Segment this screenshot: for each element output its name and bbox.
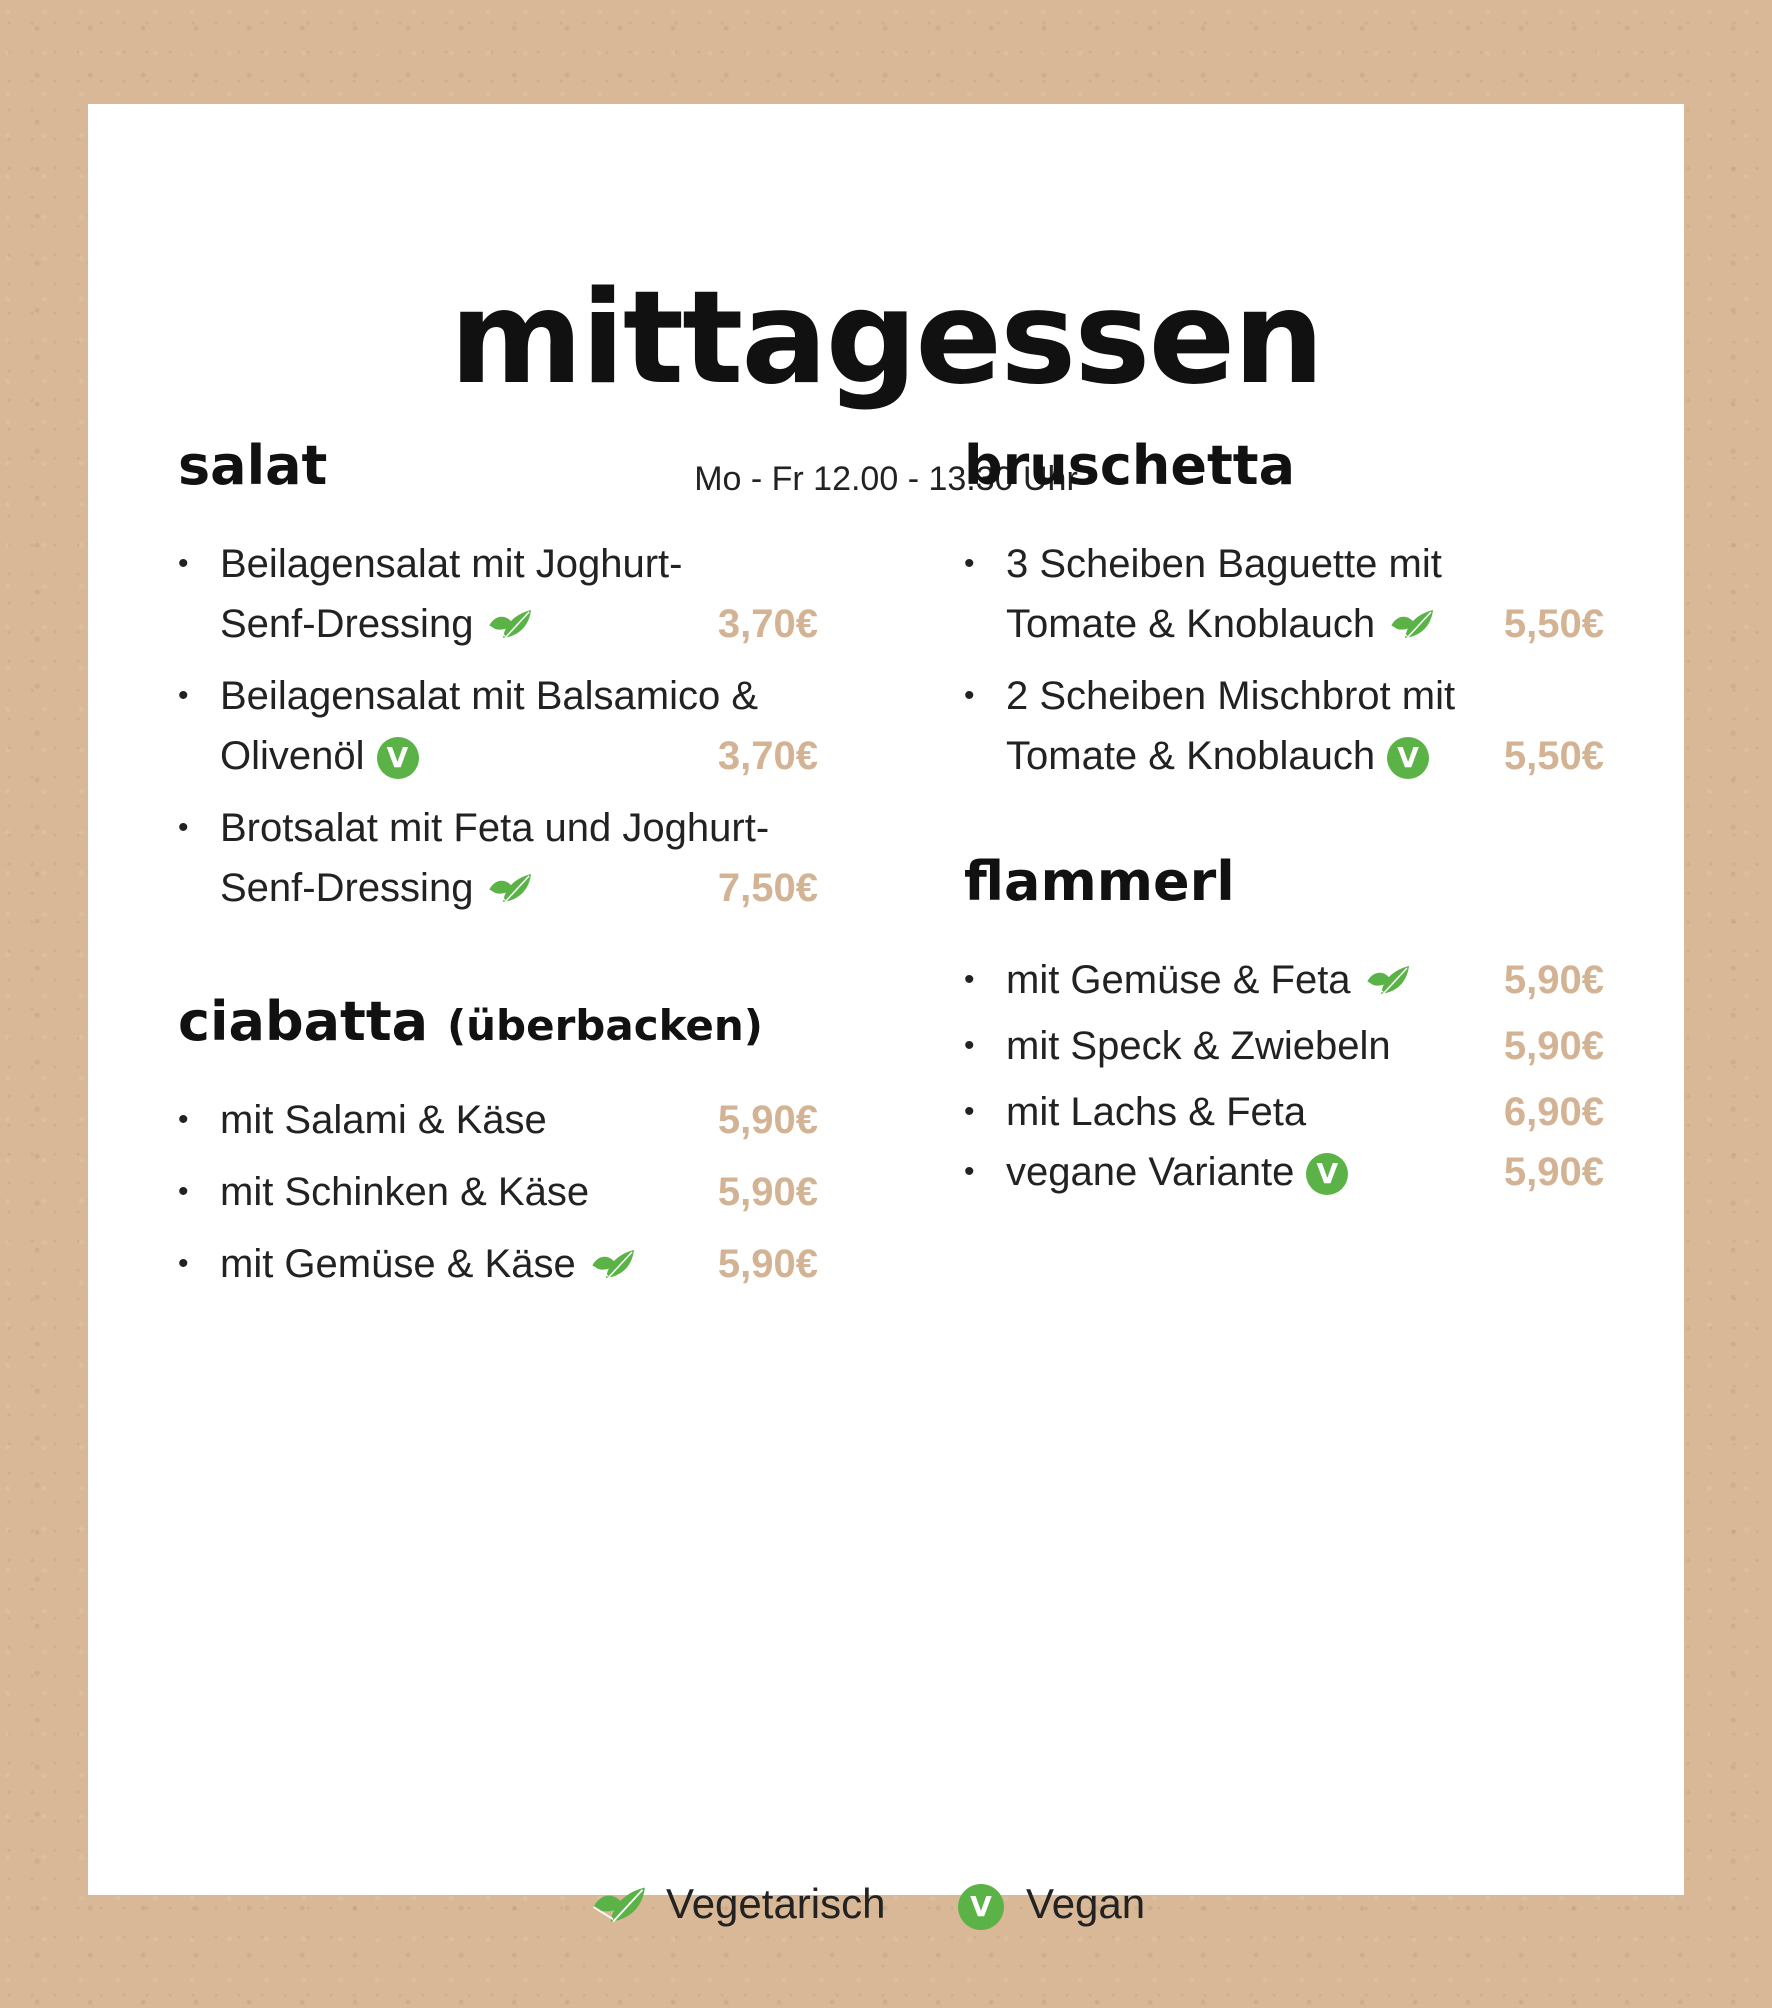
menu-item xyxy=(964,534,1604,654)
legend-vegetarian xyxy=(588,1874,885,1934)
item-text: mit Speck & Zwiebeln xyxy=(1006,1024,1391,1068)
item-line1: Beilagensalat mit Balsamico & xyxy=(220,674,759,718)
item-price: 5,90€ xyxy=(1503,1150,1604,1194)
vegan-icon: V xyxy=(1387,737,1429,779)
item-line1: Beilagensalat mit Joghurt- xyxy=(220,542,683,586)
item-line2: Tomate & Knoblauch V xyxy=(1006,726,1429,786)
menu-item xyxy=(178,534,818,654)
menu-item xyxy=(964,1016,1604,1076)
item-line2: Tomate & Knoblauch xyxy=(1006,594,1435,654)
vegan-icon: V xyxy=(958,1884,1004,1930)
menu-item xyxy=(178,666,818,786)
section-title-ciabatta: ciabatta (überbacken) xyxy=(178,990,763,1053)
item-price: 5,90€ xyxy=(1503,958,1604,1002)
section-title-bruschetta: bruschetta xyxy=(964,434,1296,497)
menu-item xyxy=(964,1082,1604,1142)
item-line2: Senf-Dressing xyxy=(220,594,533,654)
vegetarian-leaf-icon xyxy=(485,608,533,644)
vegetarian-leaf-icon xyxy=(1363,964,1411,1000)
menu-item xyxy=(964,1142,1604,1202)
bullet: • xyxy=(178,679,189,712)
vegetarian-leaf-icon xyxy=(485,872,533,908)
item-price: 5,50€ xyxy=(1503,734,1604,778)
item-price: 3,70€ xyxy=(717,602,818,646)
bullet: • xyxy=(178,1103,189,1136)
item-line1: 3 Scheiben Baguette mit xyxy=(1006,542,1442,586)
menu-item xyxy=(964,666,1604,786)
item-line2: Senf-Dressing xyxy=(220,858,533,918)
item-text: mit Lachs & Feta xyxy=(1006,1090,1307,1134)
bullet: • xyxy=(964,679,975,712)
item-text: mit Schinken & Käse xyxy=(220,1170,590,1214)
item-text: mit Salami & Käse xyxy=(220,1098,547,1142)
bullet: • xyxy=(178,547,189,580)
item-price: 5,50€ xyxy=(1503,602,1604,646)
section-title-flammerl: flammerl xyxy=(964,850,1235,913)
legend-vegan xyxy=(958,1874,1145,1934)
item-price: 5,90€ xyxy=(717,1098,818,1142)
menu-item xyxy=(178,1234,818,1294)
bullet: • xyxy=(964,1095,975,1128)
bullet: • xyxy=(178,1247,189,1280)
item-line2: Olivenöl V xyxy=(220,726,419,786)
menu-item xyxy=(178,1090,818,1150)
menu-card xyxy=(88,104,1684,1927)
item-text: mit Gemüse & Käse xyxy=(220,1234,636,1294)
menu-item xyxy=(178,1162,818,1222)
bullet: • xyxy=(964,1155,975,1188)
legend xyxy=(88,1874,1684,1934)
bullet: • xyxy=(964,963,975,996)
item-price: 7,50€ xyxy=(717,866,818,910)
item-line1: 2 Scheiben Mischbrot mit xyxy=(1006,674,1456,718)
vegan-icon: V xyxy=(1306,1153,1348,1195)
item-price: 6,90€ xyxy=(1503,1090,1604,1134)
vegetarian-leaf-icon xyxy=(1387,608,1435,644)
legend-vegan-label: Vegan xyxy=(1026,1880,1146,1927)
item-price: 5,90€ xyxy=(717,1242,818,1286)
menu-item xyxy=(964,950,1604,1010)
vegetarian-leaf-icon xyxy=(588,1885,648,1929)
bullet: • xyxy=(178,811,189,844)
bullet: • xyxy=(178,1175,189,1208)
section-title-salat: salat xyxy=(178,434,328,497)
item-price: 3,70€ xyxy=(717,734,818,778)
page-title: mittagessen xyxy=(449,264,1323,413)
vegan-icon: V xyxy=(377,737,419,779)
menu-item xyxy=(178,798,818,918)
legend-vegetarian-label: Vegetarisch xyxy=(666,1880,886,1927)
item-text: vegane Variante V xyxy=(1006,1142,1348,1202)
vegetarian-leaf-icon xyxy=(588,1248,636,1284)
item-price: 5,90€ xyxy=(1503,1024,1604,1068)
bullet: • xyxy=(964,1029,975,1062)
item-price: 5,90€ xyxy=(717,1170,818,1214)
item-line1: Brotsalat mit Feta und Joghurt- xyxy=(220,806,770,850)
bullet: • xyxy=(964,547,975,580)
item-text: mit Gemüse & Feta xyxy=(1006,950,1411,1010)
opening-hours: Mo - Fr 12.00 - 13.30 Uhr xyxy=(694,460,1078,498)
section-title-suffix: (überbacken) xyxy=(446,1001,763,1050)
